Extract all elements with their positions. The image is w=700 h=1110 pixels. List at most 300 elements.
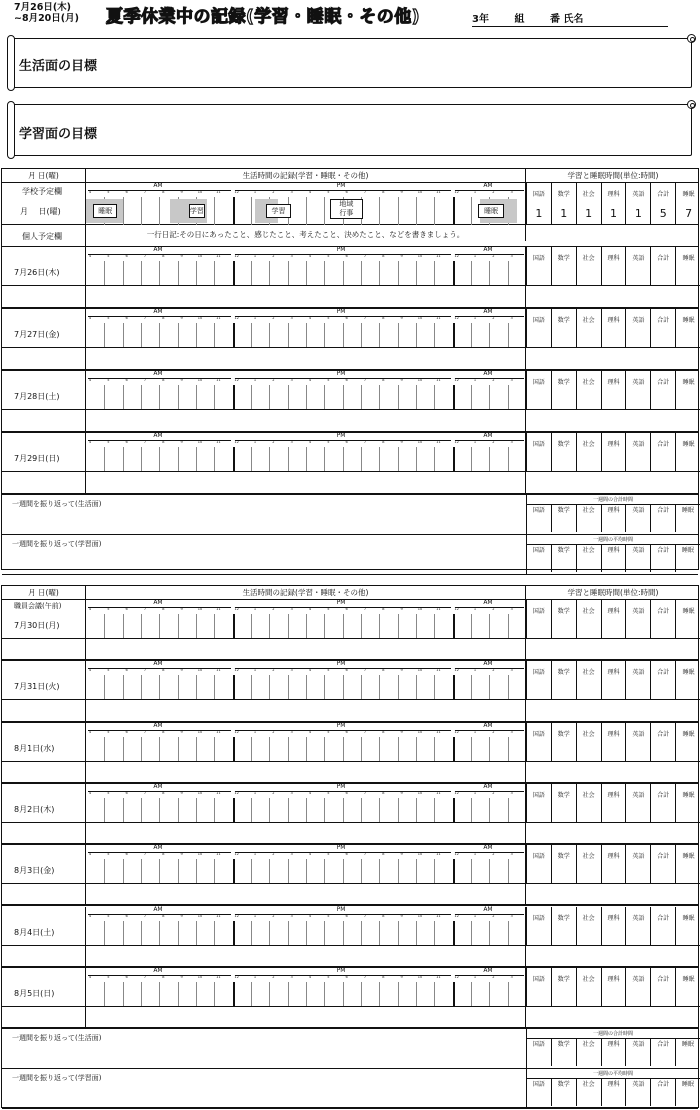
subject-label: 社会: [582, 853, 595, 861]
weekly-summary-cell[interactable]: 数学: [551, 544, 576, 572]
subject-cell[interactable]: [626, 661, 651, 699]
hour-gridline: [269, 323, 270, 347]
subject-cell[interactable]: [527, 309, 552, 347]
subject-cell[interactable]: [651, 784, 676, 822]
subject-cell[interactable]: [577, 247, 602, 285]
hour-gridline: [178, 447, 179, 471]
timeline-segment-label: AM: [153, 905, 163, 913]
subject-cell[interactable]: [552, 784, 577, 822]
subject-cell[interactable]: [577, 845, 602, 883]
life-goal-label: 生活面の目標: [19, 59, 98, 74]
hour-tick-label: 10: [197, 668, 203, 673]
timeline-grid[interactable]: [86, 385, 526, 409]
hour-tick-label: 3: [510, 974, 513, 979]
subject-label: 英語: [632, 669, 645, 677]
timeline-segment-label: AM: [483, 660, 493, 668]
hour-gridline: [251, 385, 252, 409]
weekly-summary-cell[interactable]: 英語: [625, 1038, 650, 1066]
subject-cell[interactable]: [577, 371, 602, 409]
subject-cell[interactable]: [577, 600, 602, 638]
timeline-segment-label: AM: [483, 782, 493, 790]
subject-cell[interactable]: [602, 907, 627, 945]
hour-gridline: [324, 614, 325, 638]
hour-tick-label: 5: [327, 668, 330, 673]
subject-cell[interactable]: [626, 784, 651, 822]
timeline-hours-header: [86, 183, 526, 197]
subject-cell[interactable]: [602, 247, 627, 285]
hour-tick-label: 10: [417, 440, 423, 444]
timeline-grid[interactable]: [86, 982, 526, 1006]
timeline-grid[interactable]: [86, 261, 526, 285]
hour-gridline: [269, 737, 270, 761]
weekly-summary-cell[interactable]: 社会: [576, 1078, 601, 1106]
subject-cell[interactable]: [527, 723, 552, 761]
weekly-summary-cell[interactable]: 国語: [526, 1038, 551, 1066]
hour-tick-label: 12: [454, 852, 459, 857]
subject-cell[interactable]: [676, 433, 700, 471]
subject-cell[interactable]: [651, 968, 676, 1006]
subject-cell[interactable]: [626, 247, 651, 285]
hour-tick-label: 2: [272, 790, 275, 795]
timeline-grid[interactable]: [86, 675, 526, 699]
hour-gridline: [104, 447, 105, 471]
hour-tick-label: 7: [143, 316, 147, 320]
weekly-summary-cell[interactable]: 社会: [576, 504, 601, 532]
hour-gridline: [288, 737, 289, 761]
hour-gridline: [178, 859, 179, 883]
hour-tick-label: 6: [125, 729, 128, 734]
subject-cell[interactable]: [602, 371, 627, 409]
hour-gridline: [214, 614, 215, 638]
hour-gridline: [508, 737, 509, 761]
hour-tick-label: 4: [88, 729, 92, 734]
subject-cell[interactable]: [626, 907, 651, 945]
hour-gridline: [416, 798, 417, 822]
hours-cells: [526, 183, 700, 225]
day-label: 8月3日(金): [14, 866, 55, 876]
subject-cell[interactable]: [527, 247, 552, 285]
hour-tick-label: 1: [253, 378, 257, 382]
diary-line-cell[interactable]: [2, 409, 526, 433]
hour-tick-label: 10: [197, 790, 203, 795]
subject-cell[interactable]: [577, 784, 602, 822]
weekly-summary-cell[interactable]: 英語: [625, 1078, 650, 1106]
weekly-summary-cell[interactable]: 社会: [576, 1038, 601, 1066]
hour-tick-label: 8: [382, 668, 385, 673]
subject-cell[interactable]: [602, 183, 627, 225]
weekly-summary-cell[interactable]: 理科: [601, 504, 626, 532]
subject-row-line: [526, 883, 700, 884]
subject-cell[interactable]: [577, 309, 602, 347]
hour-tick-label: 12: [454, 440, 459, 444]
subject-cell[interactable]: [577, 968, 602, 1006]
subject-cell[interactable]: [527, 784, 552, 822]
life-goal-box[interactable]: [10, 38, 692, 88]
hour-gridline: [123, 447, 124, 471]
week1-table: [1, 168, 699, 570]
subject-cell[interactable]: [527, 845, 552, 883]
diary-line-cell[interactable]: [2, 699, 526, 722]
timeline-grid[interactable]: [86, 737, 526, 761]
reflection-label[interactable]: 一週間を振り返って(学習面): [12, 540, 102, 548]
weekly-summary-cell[interactable]: 合計: [650, 544, 675, 572]
subject-cell[interactable]: [602, 600, 627, 638]
subject-cell[interactable]: [552, 845, 577, 883]
subject-cell[interactable]: [676, 723, 700, 761]
weekly-summary-cell[interactable]: 理科: [601, 544, 626, 572]
hour-tick-label: 11: [216, 668, 221, 673]
hour-tick-label: 1: [473, 852, 477, 857]
subject-cell[interactable]: [651, 371, 676, 409]
hour-gridline: [343, 982, 344, 1006]
diary-line-cell[interactable]: [2, 822, 526, 845]
subject-cell[interactable]: [552, 183, 577, 225]
day-label: 8月4日(土): [14, 927, 55, 937]
subject-cell[interactable]: [651, 183, 676, 225]
subject-cell[interactable]: [552, 600, 577, 638]
subject-cell[interactable]: [577, 433, 602, 471]
weekly-summary-cell[interactable]: 社会: [576, 544, 601, 572]
diary-line-cell[interactable]: [2, 1006, 526, 1029]
hour-gridline: [141, 675, 142, 699]
subject-cell[interactable]: [552, 661, 577, 699]
reflection-label[interactable]: 一週間を振り返って(生活面): [12, 1034, 102, 1042]
subject-label: 理科: [607, 669, 620, 677]
subject-label: 社会: [582, 441, 595, 448]
hour-gridline: [123, 385, 124, 409]
diary-line-cell[interactable]: [2, 471, 526, 495]
reflection-label[interactable]: 一週間を振り返って(生活面): [12, 500, 102, 508]
subject-cell[interactable]: [577, 723, 602, 761]
subject-cell[interactable]: [676, 600, 700, 638]
weekly-summary-cell[interactable]: 睡眠: [675, 504, 700, 532]
hour-tick-label: 5: [107, 668, 110, 673]
diary-line-cell[interactable]: [2, 285, 526, 309]
hours-cells: [526, 723, 700, 761]
hour-tick-label: 11: [436, 974, 441, 979]
subject-cell[interactable]: [651, 433, 676, 471]
hour-gridline: [269, 675, 270, 699]
hour-gridline: [233, 261, 235, 285]
hours-cells: [526, 600, 700, 638]
subject-cell[interactable]: [626, 600, 651, 638]
subject-cell[interactable]: [552, 907, 577, 945]
hour-tick-label: 2: [492, 190, 495, 194]
subject-label: 理科: [607, 608, 620, 615]
hours-cells: [526, 784, 700, 822]
hour-gridline: [489, 323, 490, 347]
hour-gridline: [269, 921, 270, 945]
hour-gridline: [324, 323, 325, 347]
name-line[interactable]: [472, 10, 668, 27]
subject-cell[interactable]: [676, 309, 700, 347]
hour-tick-label: 8: [162, 974, 165, 979]
subject-row-line: [526, 761, 700, 762]
subject-cell[interactable]: [527, 183, 552, 225]
subject-cell[interactable]: [577, 183, 602, 225]
hour-gridline: [123, 197, 124, 225]
reflection-row: [2, 535, 698, 575]
hour-tick-label: 8: [382, 607, 385, 611]
hour-gridline: [104, 737, 105, 761]
subject-cell[interactable]: [626, 723, 651, 761]
hour-gridline: [398, 982, 399, 1006]
hour-tick-label: 12: [454, 790, 459, 795]
hour-gridline: [343, 675, 344, 699]
hour-gridline: [141, 197, 142, 225]
subject-cell[interactable]: [552, 968, 577, 1006]
date-column-header: 月 日(曜): [2, 169, 86, 183]
subject-cell[interactable]: [577, 661, 602, 699]
subject-label: 合計: [657, 191, 670, 198]
subject-cell[interactable]: [651, 845, 676, 883]
subject-cell[interactable]: [626, 183, 651, 225]
subject-cell[interactable]: [626, 371, 651, 409]
weekly-summary-cell[interactable]: 英語: [625, 504, 650, 532]
hour-tick-label: 2: [492, 254, 495, 258]
hour-gridline: [306, 982, 307, 1006]
timeline-hours-header: [86, 371, 526, 385]
hour-tick-label: 2: [272, 852, 275, 857]
diary-line-cell[interactable]: [2, 761, 526, 784]
weekly-summary-cell[interactable]: 睡眠: [675, 1038, 700, 1066]
weekly-summary-cell[interactable]: 合計: [650, 504, 675, 532]
subject-cell[interactable]: [676, 784, 700, 822]
weekly-summary-cell[interactable]: 国語: [526, 1078, 551, 1106]
example-activity-block: 学習: [266, 204, 292, 218]
hour-gridline: [123, 614, 124, 638]
hour-tick-label: 4: [308, 190, 312, 194]
hour-tick-label: 8: [162, 316, 165, 320]
timeline-grid[interactable]: [86, 798, 526, 822]
hour-tick-label: 11: [216, 607, 221, 611]
subject-cell[interactable]: [651, 661, 676, 699]
hour-tick-label: 3: [290, 729, 293, 734]
weekly-summary-cell[interactable]: 国語: [526, 544, 551, 572]
hour-tick-label: 4: [308, 974, 312, 979]
hour-gridline: [306, 197, 307, 225]
weekly-summary-cell[interactable]: 国語: [526, 504, 551, 532]
subject-cell[interactable]: [626, 309, 651, 347]
subject-cell[interactable]: [602, 433, 627, 471]
diary-line-cell[interactable]: [2, 347, 526, 371]
timeline-segment-label: AM: [153, 966, 163, 974]
diary-line-cell[interactable]: [2, 945, 526, 968]
subject-cell[interactable]: [527, 371, 552, 409]
day-label: 8月1日(水): [14, 743, 55, 753]
hour-tick-label: 2: [272, 913, 275, 918]
weekly-summary-cell[interactable]: 数学: [551, 504, 576, 532]
subject-cell[interactable]: [651, 723, 676, 761]
subject-cell[interactable]: [626, 968, 651, 1006]
timeline-grid[interactable]: [86, 323, 526, 347]
hour-tick-label: 7: [363, 790, 367, 795]
subject-label: 理科: [607, 379, 620, 386]
weekly-summary-cell[interactable]: 睡眠: [675, 544, 700, 572]
subject-cell[interactable]: [676, 661, 700, 699]
weekly-summary-cell[interactable]: 理科: [601, 1078, 626, 1106]
weekly-summary-cell[interactable]: 睡眠: [675, 1078, 700, 1106]
subject-cell[interactable]: [676, 371, 700, 409]
hour-tick-label: 8: [162, 668, 165, 673]
subject-label: 睡眠: [682, 975, 695, 983]
hour-tick-label: 2: [272, 378, 275, 382]
subject-cell[interactable]: [626, 845, 651, 883]
hour-gridline: [361, 798, 362, 822]
hour-tick-label: 9: [180, 190, 183, 194]
hour-gridline: [416, 385, 417, 409]
day-row: [2, 968, 698, 1029]
hour-gridline: [214, 197, 215, 225]
timeline-grid[interactable]: [86, 614, 526, 638]
timeline-segment-label: AM: [153, 660, 163, 668]
hour-gridline: [196, 447, 197, 471]
subject-cell[interactable]: [527, 968, 552, 1006]
subject-cell[interactable]: [552, 433, 577, 471]
subject-label: 睡眠: [682, 441, 695, 448]
hour-tick-label: 12: [234, 316, 239, 320]
subject-cell[interactable]: [676, 845, 700, 883]
hour-tick-label: 9: [180, 440, 183, 444]
hour-gridline: [233, 197, 235, 225]
hour-gridline: [489, 614, 490, 638]
weekly-summary-cell[interactable]: 理科: [601, 1038, 626, 1066]
subject-label: 合計: [657, 441, 670, 448]
hour-gridline: [324, 385, 325, 409]
hour-tick-label: 6: [345, 316, 348, 320]
subject-label: 理科: [607, 255, 620, 262]
subject-cell[interactable]: [527, 907, 552, 945]
subject-cell[interactable]: [651, 247, 676, 285]
subject-cell[interactable]: [602, 968, 627, 1006]
timeline-grid[interactable]: [86, 447, 526, 471]
timeline-segment-label: AM: [153, 308, 163, 315]
hour-tick-label: 12: [454, 254, 459, 258]
timeline-segment-label: AM: [153, 721, 163, 729]
hour-tick-label: 4: [88, 254, 92, 258]
hour-gridline: [343, 614, 344, 638]
hour-tick-label: 3: [510, 607, 513, 611]
timeline-grid[interactable]: [86, 859, 526, 883]
diary-line-cell[interactable]: [2, 638, 526, 661]
hour-gridline: [251, 798, 252, 822]
hour-gridline: [361, 982, 362, 1006]
hour-tick-label: 10: [197, 190, 203, 194]
hour-tick-label: 5: [107, 378, 110, 382]
hour-gridline: [123, 675, 124, 699]
hour-tick-label: 9: [400, 440, 403, 444]
hour-tick-label: 11: [216, 852, 221, 857]
subject-cell[interactable]: [552, 371, 577, 409]
weekly-summary-cell[interactable]: 数学: [551, 1038, 576, 1066]
weekly-summary-cell[interactable]: 合計: [650, 1078, 675, 1106]
hour-gridline: [471, 798, 472, 822]
subject-cell[interactable]: [577, 907, 602, 945]
subject-row-line: [526, 699, 700, 700]
subject-cell[interactable]: [602, 723, 627, 761]
hour-tick-label: 4: [88, 378, 92, 382]
hour-tick-label: 11: [436, 729, 441, 734]
hour-tick-label: 2: [272, 316, 275, 320]
subject-cell[interactable]: [626, 433, 651, 471]
weekly-summary-cell[interactable]: 英語: [625, 544, 650, 572]
subject-cell[interactable]: [552, 247, 577, 285]
subject-cell[interactable]: [651, 907, 676, 945]
hour-tick-label: 12: [454, 974, 459, 979]
hour-gridline: [434, 982, 435, 1006]
subject-cell[interactable]: [602, 661, 627, 699]
diary-line-cell[interactable]: [2, 883, 526, 906]
subject-cell[interactable]: [676, 183, 700, 225]
timeline-grid[interactable]: [86, 197, 526, 225]
hour-tick-label: 12: [454, 378, 459, 382]
subject-row-line: [526, 945, 700, 946]
study-goal-box[interactable]: [10, 104, 692, 156]
subject-cell[interactable]: [676, 907, 700, 945]
hour-gridline: [471, 982, 472, 1006]
subject-cell[interactable]: [602, 845, 627, 883]
hour-gridline: [379, 798, 380, 822]
subject-cell[interactable]: [527, 433, 552, 471]
subject-label: 睡眠: [682, 669, 695, 677]
hour-gridline: [288, 614, 289, 638]
hour-tick-label: 7: [143, 607, 147, 611]
hour-tick-label: 1: [473, 316, 477, 320]
subject-label: 英語: [632, 379, 645, 386]
hour-gridline: [288, 261, 289, 285]
subject-cell[interactable]: [552, 723, 577, 761]
hour-tick-label: 5: [327, 190, 330, 194]
hour-gridline: [159, 859, 160, 883]
subject-cell[interactable]: [651, 600, 676, 638]
hour-gridline: [434, 921, 435, 945]
hour-gridline: [159, 675, 160, 699]
hour-gridline: [141, 261, 142, 285]
timeline-grid[interactable]: [86, 921, 526, 945]
timeline-segment-label: PM: [336, 844, 346, 852]
hour-gridline: [416, 447, 417, 471]
subject-cell[interactable]: [602, 309, 627, 347]
hour-tick-label: 4: [308, 607, 312, 611]
hour-tick-label: 12: [234, 190, 239, 194]
reflection-label[interactable]: 一週間を振り返って(学習面): [12, 1074, 102, 1082]
timeline-segment-label: AM: [153, 782, 163, 790]
subject-cell[interactable]: [527, 661, 552, 699]
example-activity-block: 地域 行事: [330, 199, 363, 219]
subject-cell[interactable]: [676, 247, 700, 285]
subject-cell[interactable]: [552, 309, 577, 347]
subject-cell[interactable]: [651, 309, 676, 347]
hour-tick-label: 12: [234, 607, 239, 611]
hour-gridline: [361, 737, 362, 761]
hour-tick-label: 6: [125, 790, 128, 795]
name-label: 番 氏名: [549, 14, 584, 25]
hour-tick-label: 8: [382, 913, 385, 918]
subject-cell[interactable]: [527, 600, 552, 638]
subject-cell[interactable]: [676, 968, 700, 1006]
weekly-summary-cell[interactable]: 数学: [551, 1078, 576, 1106]
table-header-row: [2, 586, 698, 600]
hour-tick-label: 2: [492, 607, 495, 611]
hour-gridline: [178, 982, 179, 1006]
subject-label: 睡眠: [682, 379, 695, 386]
subject-cell[interactable]: [602, 784, 627, 822]
hour-tick-label: 10: [417, 974, 423, 979]
hour-gridline: [159, 921, 160, 945]
day-label: 8月2日(木): [14, 804, 55, 814]
weekly-summary-cell[interactable]: 合計: [650, 1038, 675, 1066]
subject-label: 社会: [582, 379, 595, 386]
